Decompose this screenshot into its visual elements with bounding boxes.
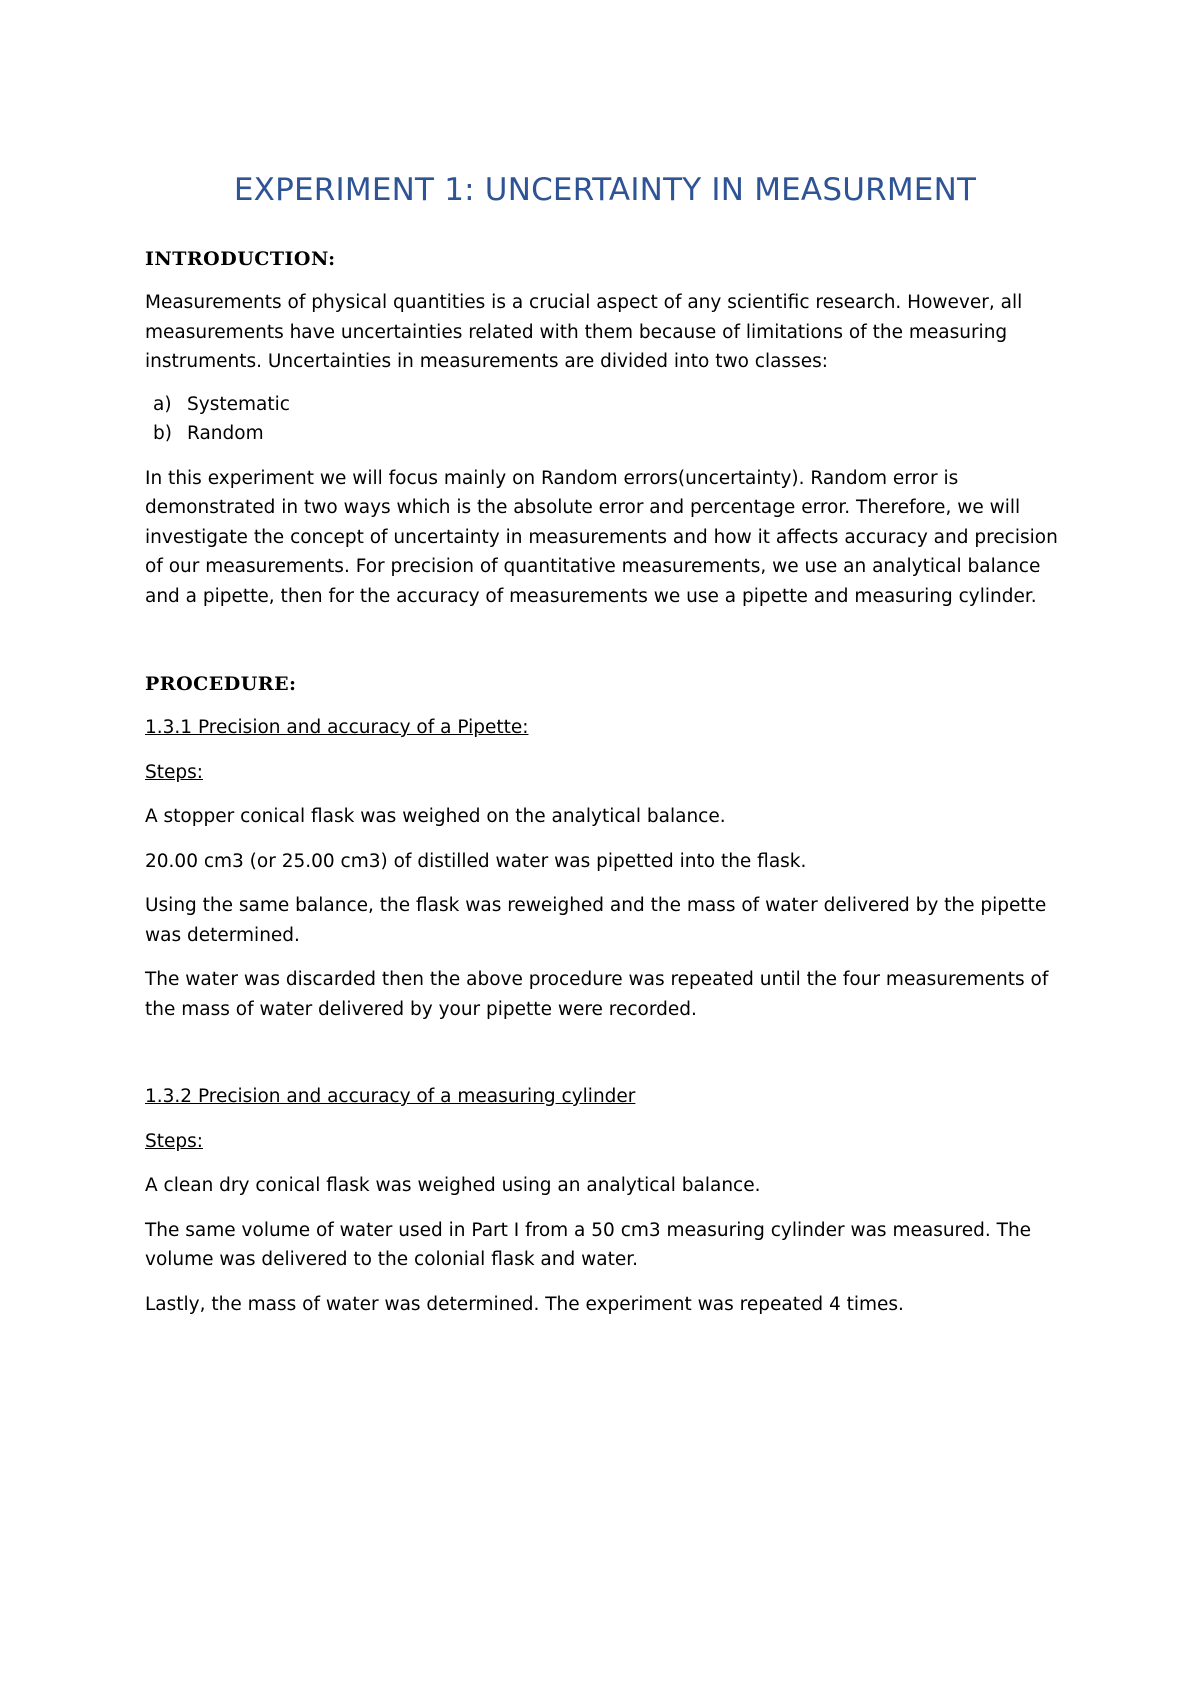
- part1-step-2: 20.00 cm3 (or 25.00 cm3) of distilled water was pipetted into the flask.: [145, 850, 807, 872]
- list-item-text: Systematic: [187, 393, 290, 415]
- introduction-paragraph-2: In this experiment we will focus mainly on Random errors(uncertainty). Random error is demonstrated in two ways which is the absolute error and percentage error. Therefore, we will investigate the concept of uncertainty in measurements and how it affects accuracy and precision of our measurements. For precision of quantitative measurements, we use an analytical balance and a pipette, then for the accuracy of measurements we use a pipette and measuring cylinder.: [145, 467, 1058, 607]
- part2-step-3: Lastly, the mass of water was determined. The experiment was repeated 4 times.: [145, 1293, 904, 1315]
- part1-subheading: 1.3.1 Precision and accuracy of a Pipette:: [145, 717, 529, 738]
- part2-steps-label: Steps:: [145, 1130, 203, 1152]
- uncertainty-classes-list: [145, 390, 1065, 449]
- part2-step-2: The same volume of water used in Part I from a 50 cm3 measuring cylinder was measured. The volume was delivered to the colonial flask and water.: [145, 1219, 1032, 1270]
- part1-step-3: Using the same balance, the flask was reweighed and the mass of water delivered by the pipette was determined.: [145, 895, 1047, 946]
- part1-steps-label: Steps:: [145, 761, 203, 783]
- introduction-heading: INTRODUCTION:: [145, 248, 336, 270]
- part2-step-1: A clean dry conical flask was weighed using an analytical balance.: [145, 1175, 761, 1196]
- list-item: [145, 419, 1065, 449]
- procedure-heading: PROCEDURE:: [145, 673, 297, 695]
- list-item-marker: b): [153, 423, 172, 444]
- document-page: [145, 150, 1065, 1319]
- list-item-marker: a): [153, 393, 172, 415]
- introduction-paragraph-1: Measurements of physical quantities is a crucial aspect of any scientific research. However, all measurements have uncertainties related with them because of limitations of the measuring instruments. Uncertainties in measurements are divided into two classes:: [145, 292, 1023, 372]
- part1-step-1: A stopper conical flask was weighed on the analytical balance.: [145, 806, 726, 827]
- part1-step-4: The water was discarded then the above procedure was repeated until the four measurements of the mass of water delivered by your pipette were recorded.: [145, 969, 1049, 1020]
- part2-subheading: 1.3.2 Precision and accuracy of a measuring cylinder: [145, 1086, 636, 1107]
- document-title: EXPERIMENT 1: UNCERTAINTY IN MEASURMENT: [233, 172, 977, 208]
- list-item: [145, 390, 1065, 420]
- list-item-text: Random: [187, 423, 264, 444]
